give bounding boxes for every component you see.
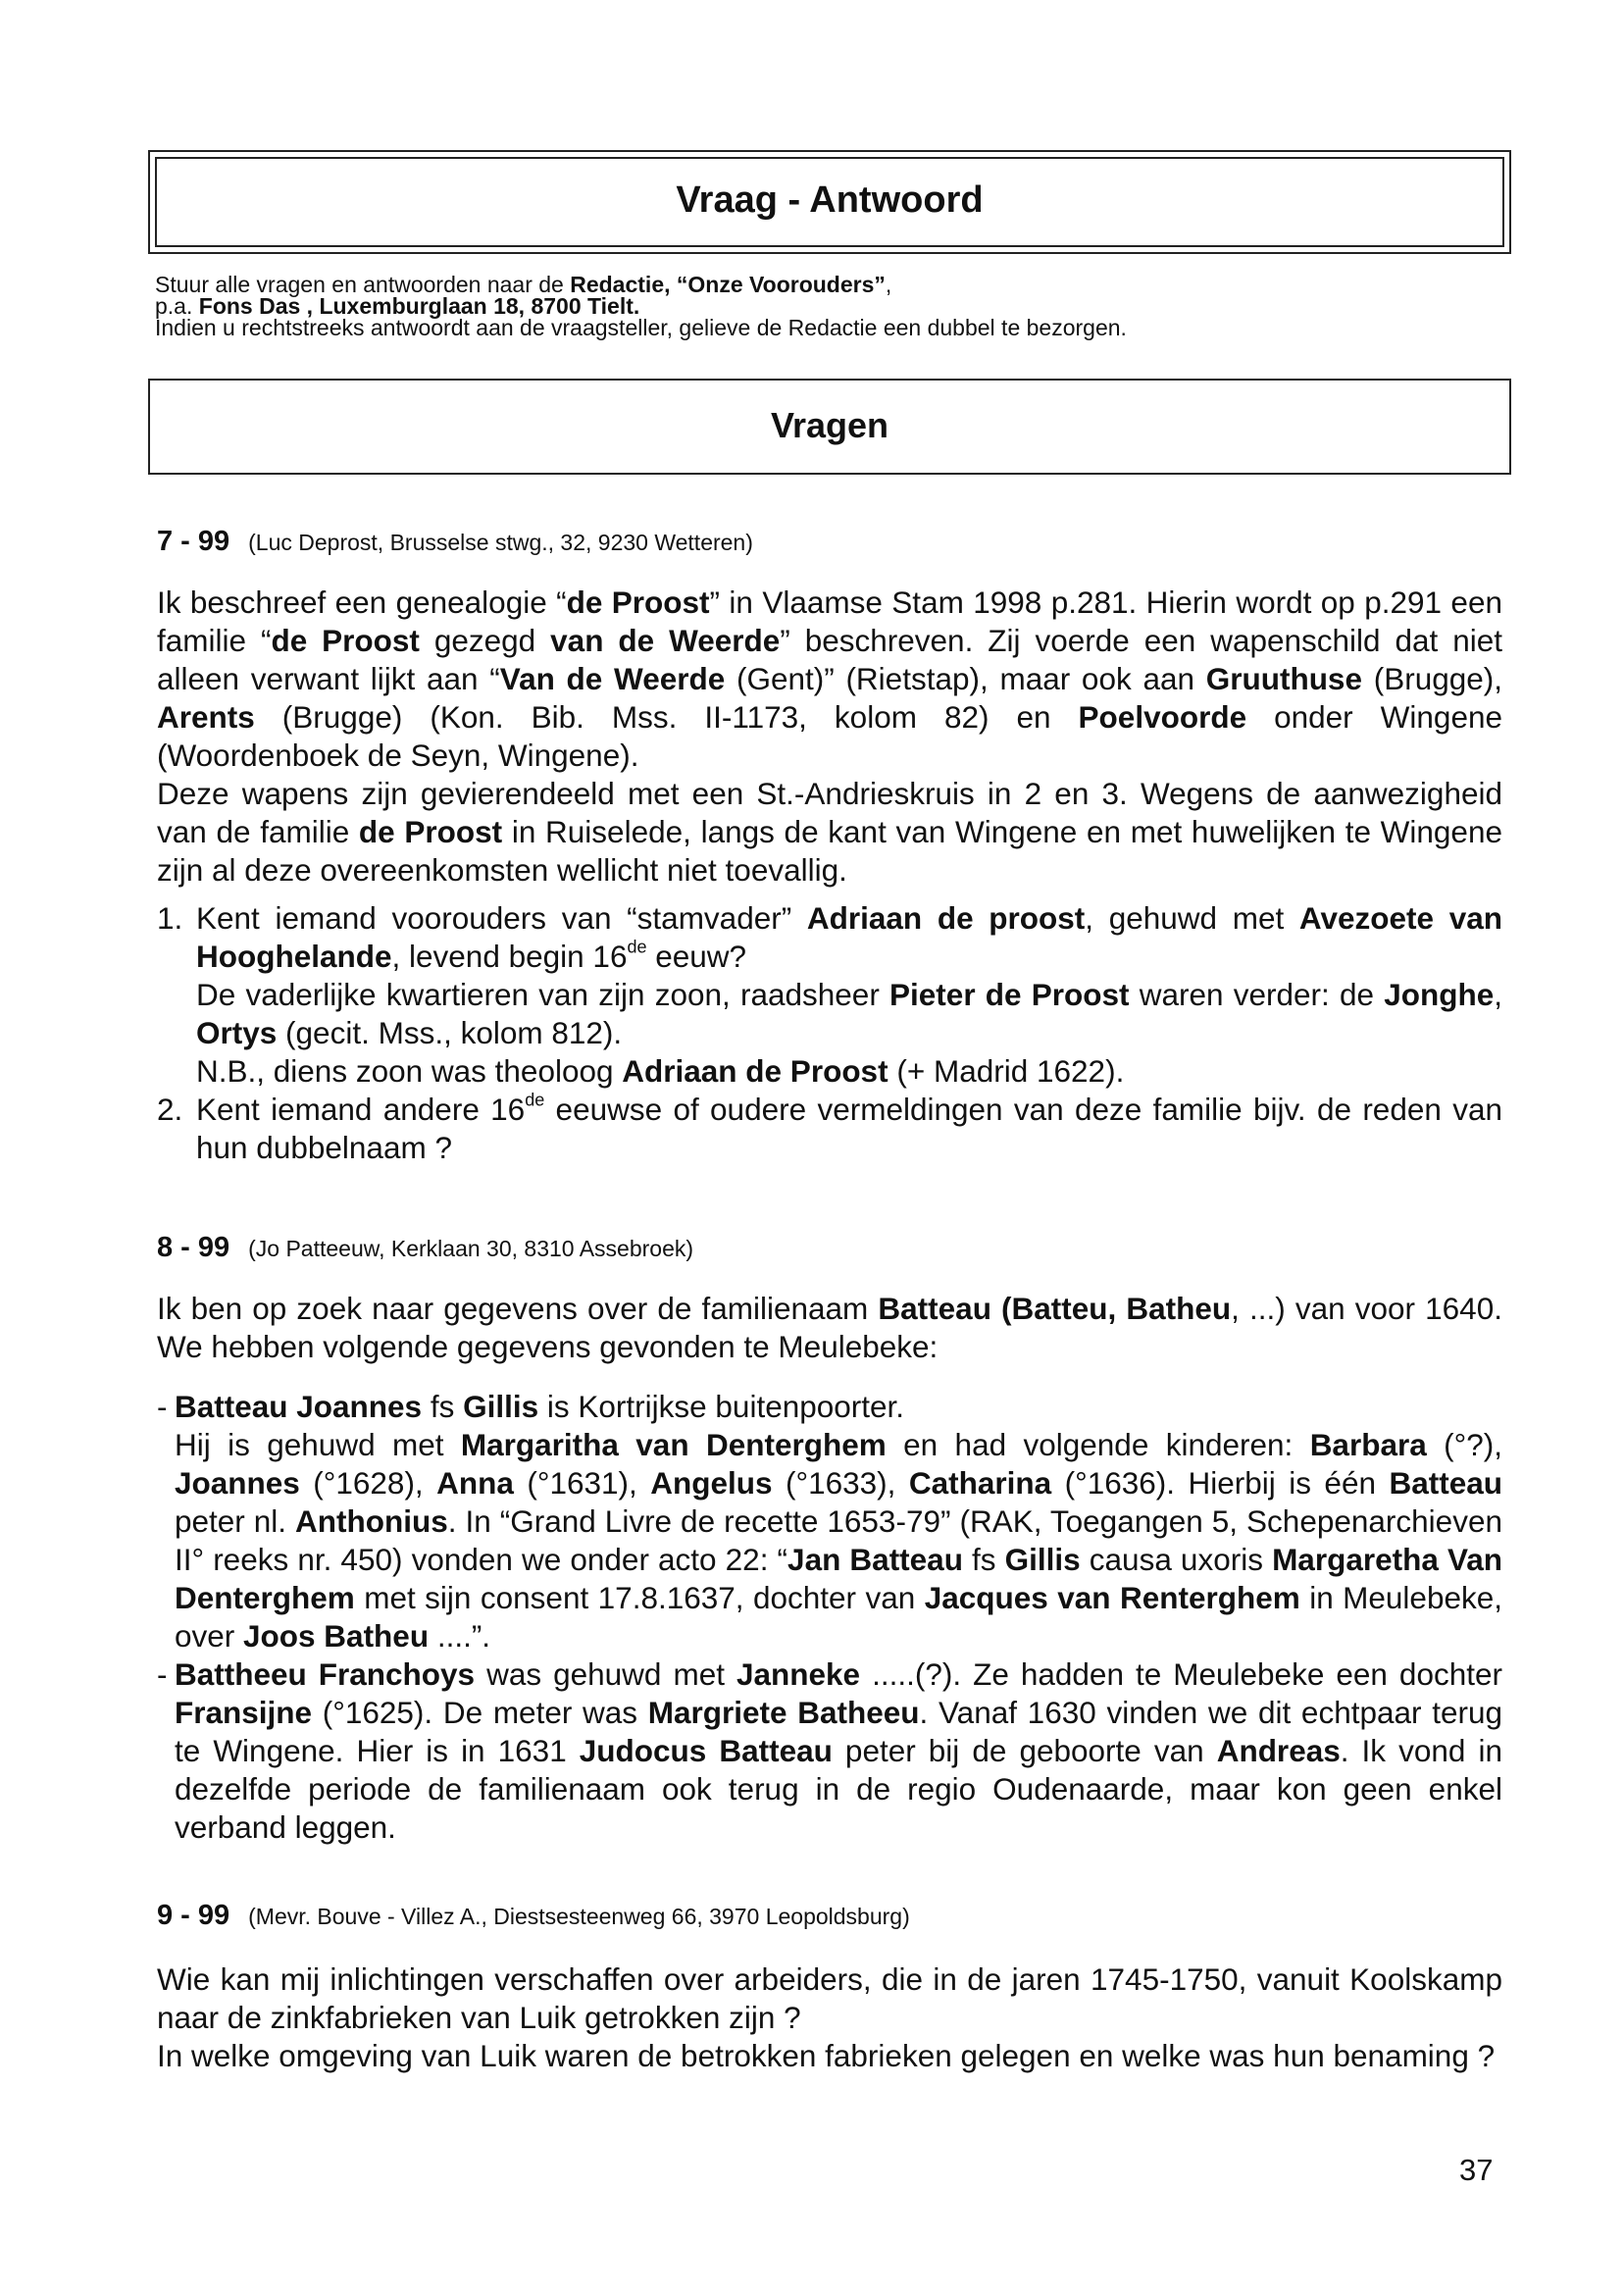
header-box [148,150,1511,254]
question-7-item-2: 2. Kent iemand andere 16de eeuwse of oudere vermeldingen van deze familie bijv. de reden van hun dubbelnaam ? [157,1090,1502,1165]
question-7-header [157,526,753,558]
section-box [148,379,1511,475]
page-title: Vraag - Antwoord [676,179,984,221]
intro-line-2: p.a. Fons Das , Luxemburglaan 18, 8700 Tielt. [155,293,640,319]
question-9-body [157,1960,1502,2075]
question-7-contact: (Luc Deprost, Brusselse stwg., 32, 9230 Wetteren) [248,530,753,555]
question-9-paragraph-2: In welke omgeving van Luik waren de betrokken fabrieken gelegen en welke was hun benaming ? [157,2038,1496,2073]
page-number: 37 [1459,2153,1494,2187]
question-7-paragraph-2: Deze wapens zijn gevierendeeld met een St.-Andrieskruis in 2 en 3. Wegens de aanwezigheid van de familie de Proost in Ruiselede, langs de kant van Wingene en met huwelijken te Wingene zijn al deze overeenkomsten wellicht niet toevallig. [157,776,1502,888]
intro-text [155,274,1508,338]
question-9-paragraph-1: Wie kan mij inlichtingen verschaffen over arbeiders, die in de jaren 1745-1750, vanuit Koolskamp naar de zinkfabrieken van Luik getrokken zijn ? [157,1961,1502,2035]
question-8-header [157,1232,693,1264]
question-9-number: 9 - 99 [157,1900,230,1931]
question-8-item-2: - Battheeu Franchoys was gehuwd met Janneke .....(?). Ze hadden te Meulebeke een dochter Fransijne (°1625). De meter was Margriete Batheeu. Vanaf 1630 vinden we dit echtpaar terug te Wingene. Hier is in 1631 Judocus Batteau peter bij de geboorte van Andreas. Ik vond in dezelfde periode de familienaam ook terug in de regio Oudenaarde, maar kon geen enkel verband leggen. [157,1656,1503,1845]
question-7-list [157,899,1502,1167]
question-8-paragraph-1: Ik ben op zoek naar gegevens over de familienaam Batteau (Batteu, Batheu, ...) van voor 1640. We hebben volgende gegevens gevonden te Meulebeke: [157,1291,1502,1364]
question-8-item-1: - Batteau Joannes fs Gillis is Kortrijkse buitenpoorter. Hij is gehuwd met Margaritha van Denterghem en had volgende kinderen: Barbara (°?), Joannes (°1628), Anna (°1631), Angelus (°1633), Catharina (°1636). Hierbij is één Batteau peter nl. Anthonius. In “Grand Livre de recette 1653-79” (RAK, Toegangen 5, Schepenarchieven II° reeks nr. 450) vonden we onder acto 22: “Jan Batteau fs Gillis causa uxoris Margaretha Van Denterghem met sijn consent 17.8.1637, dochter van Jacques van Renterghem in Meulebeke, over Joos Batheu ....”. [157,1389,1502,1654]
question-9-contact: (Mevr. Bouve - Villez A., Diestsesteenweg 66, 3970 Leopoldsburg) [248,1904,910,1929]
question-8-list [157,1388,1502,1847]
question-7-number: 7 - 99 [157,526,230,557]
question-8-contact: (Jo Patteeuw, Kerklaan 30, 8310 Assebroek) [248,1236,694,1261]
question-8-body [157,1290,1502,1847]
question-7-paragraph-1: Ik beschreef een genealogie “de Proost” in Vlaamse Stam 1998 p.281. Hierin wordt op p.291 een familie “de Proost gezegd van de Weerde” beschreven. Zij voerde een wapenschild dat niet alleen verwant lijkt aan “Van de Weerde (Gent)” (Rietstap), maar ook aan Gruuthuse (Brugge), Arents (Brugge) (Kon. Bib. Mss. II-1173, kolom 82) en Poelvoorde onder Wingene (Woordenboek de Seyn, Wingene). [157,585,1503,773]
question-9-header [157,1900,910,1932]
section-title: Vragen [770,405,889,445]
question-7-body [157,584,1502,1167]
intro-line-1: Stuur alle vragen en antwoorden naar de Redactie, “Onze Voorouders”, [155,272,892,297]
question-8-number: 8 - 99 [157,1232,230,1263]
question-7-item-1: 1. Kent iemand voorouders van “stamvader” Adriaan de proost, gehuwd met Avezoete van Hooghelande, levend begin 16de eeuw? De vaderlijke kwartieren van zijn zoon, raadsheer Pieter de Proost waren verder: de Jonghe, Ortys (gecit. Mss., kolom 812). N.B., diens zoon was theoloog Adriaan de Proost (+ Madrid 1622). [157,900,1502,1089]
intro-line-3: Indien u rechtstreeks antwoordt aan de vraagsteller, gelieve de Redactie een dubbel te bezorgen. [155,315,1127,340]
